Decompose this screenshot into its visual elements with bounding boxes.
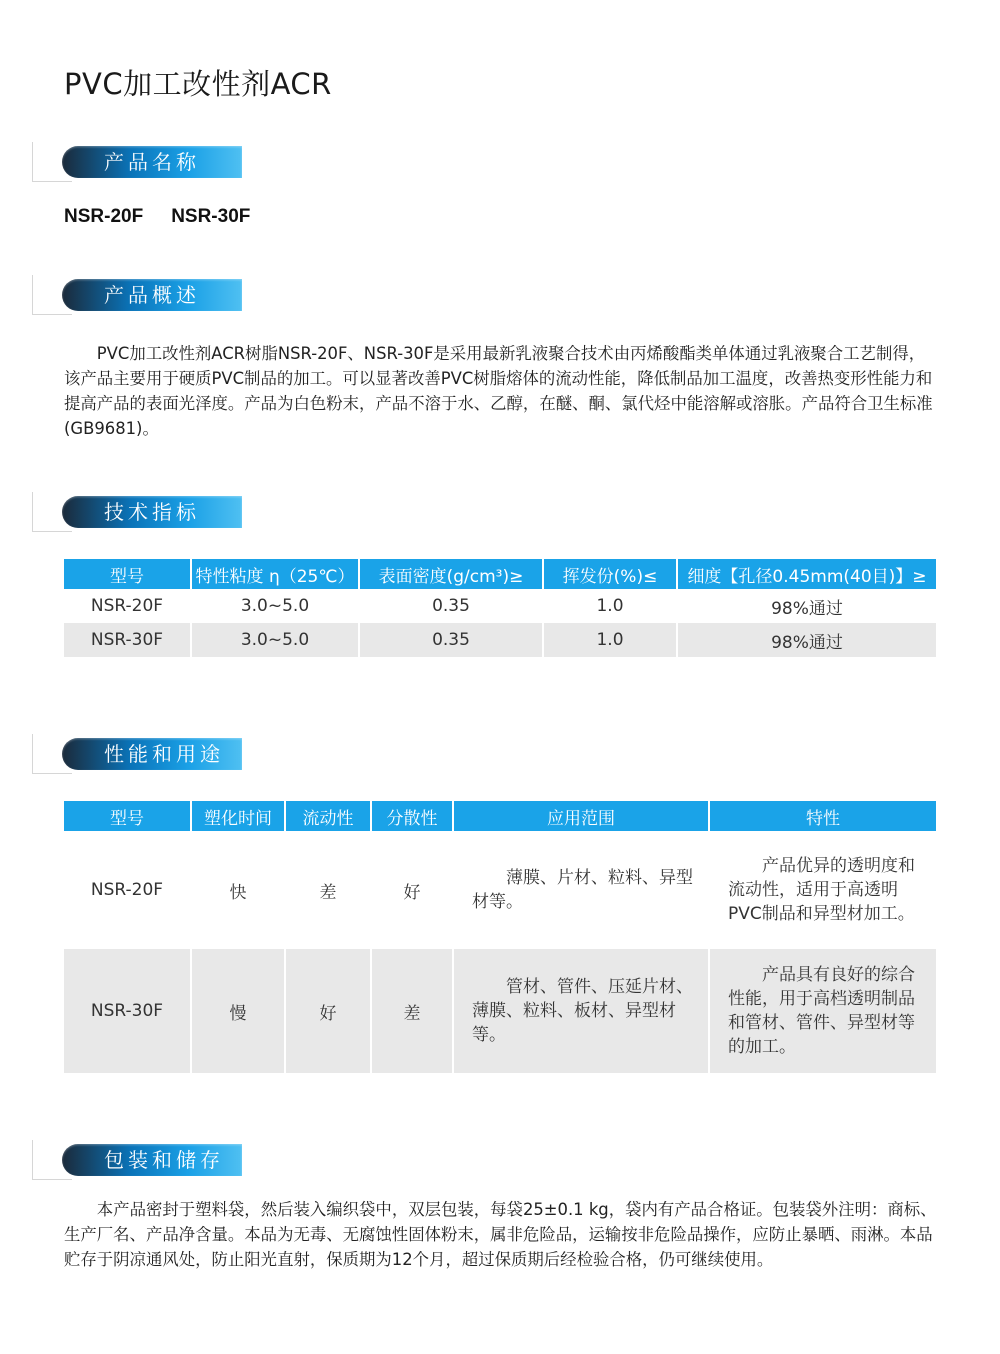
page-title: PVC加工改性剂ACR <box>64 67 332 101</box>
feature-text: 产品具有良好的综合性能，用于高档透明制品和管材、管件、异型材等的加工。 <box>728 965 915 1057</box>
section-title: 产品名称 <box>104 150 200 174</box>
table-cell: 差 <box>372 949 454 1073</box>
table-cell: 慢 <box>192 949 286 1073</box>
model-name: NSR-30F <box>171 206 251 227</box>
table-header-row <box>64 559 936 589</box>
model-name: NSR-20F <box>64 206 144 227</box>
section-title: 包装和储存 <box>104 1148 224 1172</box>
table-cell <box>710 831 936 949</box>
column-header: 挥发份(%)≤ <box>544 559 678 589</box>
table-cell <box>454 949 710 1073</box>
table-cell <box>454 831 710 949</box>
table-cell: 1.0 <box>544 623 678 657</box>
table-cell: 3.0~5.0 <box>192 589 360 623</box>
table-cell: 98%通过 <box>771 598 843 619</box>
section-title: 产品概述 <box>104 283 200 307</box>
column-header: 特性粘度 η（25℃） <box>192 559 360 589</box>
column-header: 特性 <box>710 801 936 831</box>
table-cell: 好 <box>286 949 372 1073</box>
section-header-product-name <box>32 142 244 182</box>
use-table <box>64 801 936 1073</box>
column-header: 细度【孔径0.45mm(40目)】≥ <box>678 559 936 589</box>
column-header: 应用范围 <box>454 801 710 831</box>
table-row <box>64 623 936 657</box>
table-header-row <box>64 801 936 831</box>
table-cell: 3.0~5.0 <box>192 623 360 657</box>
table-row <box>64 831 936 949</box>
table-cell: 0.35 <box>360 589 544 623</box>
table-row <box>64 949 936 1073</box>
feature-text: 产品优异的透明度和流动性，适用于高透明PVC制品和异型材加工。 <box>728 856 915 924</box>
spec-table <box>64 559 936 657</box>
table-cell: 差 <box>286 831 372 949</box>
table-cell: 好 <box>372 831 454 949</box>
table-cell: 98%通过 <box>678 623 936 657</box>
table-cell: 快 <box>192 831 286 949</box>
section-header-packaging <box>32 1140 244 1180</box>
section-header-specs <box>32 492 244 532</box>
section-header-uses <box>32 734 244 774</box>
section-title: 技术指标 <box>104 500 200 524</box>
column-header: 表面密度(g/cm³)≥ <box>360 559 544 589</box>
overview-paragraph: PVC加工改性剂ACR树脂NSR-20F、NSR-30F是采用最新乳液聚合技术由丙烯酸酯类单体通过乳液聚合工艺制得，该产品主要用于硬质PVC制品的加工。可以显著改善PVC树脂熔体的流动性能，降低制品加工温度，改善热变形性能力和提高产品的表面光泽度。产品为白色粉末，产品不溶于水、乙醇，在醚、酮、氯代烃中能溶解或溶胀。产品符合卫生标准(GB9681)。 <box>64 344 933 438</box>
column-header: 分散性 <box>372 801 454 831</box>
section-header-overview <box>32 275 244 315</box>
table-cell: 1.0 <box>544 589 678 623</box>
column-header: 型号 <box>64 801 192 831</box>
packaging-paragraph: 本产品密封于塑料袋，然后装入编织袋中，双层包装，每袋25±0.1 kg，袋内有产品合格证。包装袋外注明：商标、生产厂名、产品净含量。本品为无毒、无腐蚀性固体粉末，属非危险品，运输按非危险品操作，应防止暴晒、雨淋。本品贮存于阴凉通风处，防止阳光直射，保质期为12个月，超过保质期后经检验合格，仍可继续使用。 <box>64 1200 937 1269</box>
table-cell <box>710 949 936 1073</box>
application-text: 管材、管件、压延片材、薄膜、粒料、板材、异型材等。 <box>472 977 693 1045</box>
table-cell: NSR-20F <box>64 831 192 949</box>
product-models <box>64 206 278 228</box>
application-text: 薄膜、片材、粒料、异型材等。 <box>472 868 693 912</box>
column-header: 塑化时间 <box>192 801 286 831</box>
table-row <box>64 589 936 623</box>
column-header: 流动性 <box>286 801 372 831</box>
table-cell: NSR-30F <box>64 949 192 1073</box>
table-cell: NSR-20F <box>64 589 192 623</box>
table-cell: NSR-30F <box>64 623 192 657</box>
column-header: 型号 <box>64 559 192 589</box>
section-title: 性能和用途 <box>104 742 224 766</box>
table-cell: 0.35 <box>360 623 544 657</box>
